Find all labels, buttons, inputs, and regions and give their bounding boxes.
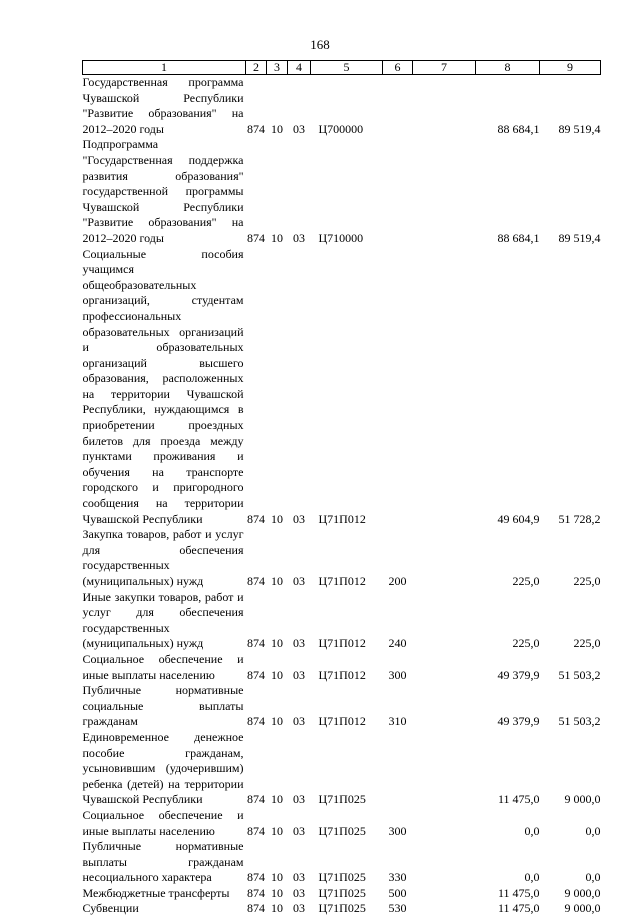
table-row (83, 75, 601, 138)
column-header: 1 (83, 61, 246, 75)
amount-2016-cell: 88 684,1 (497, 230, 540, 245)
amount-2016-cell: 0,0 (524, 870, 540, 885)
column-7-cell (413, 137, 476, 246)
amount-2016-cell: 225,0 (512, 636, 540, 651)
amount-2016-cell: 88 684,1 (497, 121, 540, 136)
table-row (83, 652, 601, 683)
table-row (83, 808, 601, 839)
row-name-cell: Государственная программа Чувашской Республики "Развитие образования" на 2012–2020 годы (82, 75, 244, 136)
column-7-cell (413, 590, 476, 652)
table-row (83, 901, 601, 917)
subsection-code-cell: 03 (293, 792, 305, 807)
column-header: 3 (267, 61, 288, 75)
column-7-cell (413, 901, 476, 917)
target-article-cell: Ц71П012 (318, 714, 366, 729)
amount-2016-cell: 49 379,9 (497, 667, 540, 682)
amount-2016-cell: 49 379,9 (497, 714, 540, 729)
target-article-cell: Ц71П025 (318, 792, 366, 807)
target-article-cell: Ц71П012 (318, 667, 366, 682)
section-code-cell: 10 (271, 636, 283, 651)
table-row (83, 247, 601, 528)
amount-2016-cell: 225,0 (512, 574, 540, 588)
target-article-cell: Ц71П025 (318, 901, 366, 916)
expense-type-cell: 300 (388, 823, 407, 838)
section-code-cell: 10 (271, 574, 283, 588)
ministry-code-cell: 874 (247, 823, 265, 838)
expense-type-cell (383, 137, 413, 246)
row-name-cell: Публичные нормативные выплаты гражданам несоциального характера (82, 839, 244, 885)
section-code-cell: 10 (271, 121, 283, 136)
subsection-code-cell: 03 (293, 121, 305, 136)
ministry-code-cell: 874 (247, 901, 265, 916)
subsection-code-cell: 03 (293, 667, 305, 682)
section-code-cell: 10 (271, 792, 283, 807)
row-name-cell: Межбюджетные трансферты (82, 885, 230, 900)
table-row (83, 886, 601, 902)
column-7-cell (413, 527, 476, 589)
subsection-code-cell: 03 (293, 230, 305, 245)
budget-table (82, 60, 601, 917)
expense-type-cell (383, 247, 413, 528)
ministry-code-cell: 874 (247, 121, 265, 136)
amount-2016-cell: 11 475,0 (497, 885, 540, 900)
column-7-cell (413, 839, 476, 886)
subsection-code-cell: 03 (293, 511, 305, 526)
column-header: 2 (246, 61, 267, 75)
target-article-cell: Ц71П012 (318, 511, 366, 526)
table-header-row (83, 61, 601, 75)
amount-2017-cell: 9 000,0 (564, 901, 601, 916)
expense-type-cell: 330 (388, 870, 407, 885)
target-article-cell: Ц700000 (318, 121, 364, 136)
section-code-cell: 10 (271, 823, 283, 838)
table-row (83, 527, 601, 589)
expense-type-cell: 240 (388, 636, 407, 651)
section-code-cell: 10 (271, 230, 283, 245)
section-code-cell: 10 (271, 667, 283, 682)
amount-2016-cell: 11 475,0 (497, 901, 540, 916)
section-code-cell: 10 (271, 901, 283, 916)
column-header: 5 (311, 61, 383, 75)
table-row (83, 683, 601, 730)
row-name-cell: Подпрограмма "Государственная поддержка развития образования" государственной программы Чувашской Республики "Развитие образования" на 2012–2020 годы (82, 137, 244, 245)
amount-2017-cell: 9 000,0 (564, 792, 601, 807)
expense-type-cell: 310 (388, 714, 407, 729)
expense-type-cell: 530 (388, 901, 407, 916)
row-name-cell: Социальные пособия учащимся общеобразовательных организаций, студентам профессиональных образовательных организаций и образовательных организаций высшего образования, расположенных на территории Чувашской Республики, нуждающимся в приобретении проездных билетов для проезда между пунктами проживания и обучения на транспорте городского и пригородного сообщения на территории Чувашской Республики (82, 246, 244, 526)
amount-2016-cell: 49 604,9 (497, 511, 540, 526)
column-7-cell (413, 808, 476, 839)
amount-2017-cell: 225,0 (573, 636, 601, 651)
expense-type-cell: 200 (388, 574, 407, 588)
ministry-code-cell: 874 (247, 885, 265, 900)
amount-2017-cell: 0,0 (585, 870, 601, 885)
row-name-cell: Социальное обеспечение и иные выплаты населению (82, 807, 244, 838)
section-code-cell: 10 (271, 511, 283, 526)
row-name-cell: Иные закупки товаров, работ и услуг для обеспечения государственных (муниципальных) нужд (82, 589, 244, 651)
expense-type-cell (383, 75, 413, 138)
amount-2017-cell: 51 503,2 (558, 667, 601, 682)
target-article-cell: Ц71П025 (318, 885, 366, 900)
column-7-cell (413, 75, 476, 138)
column-7-cell (413, 652, 476, 683)
target-article-cell: Ц71П012 (318, 574, 366, 588)
target-article-cell: Ц71П025 (318, 823, 366, 838)
target-article-cell: Ц71П025 (318, 870, 366, 885)
target-article-cell: Ц710000 (318, 230, 364, 245)
column-7-cell (413, 247, 476, 528)
expense-type-cell (383, 730, 413, 808)
row-name-cell: Единовременное денежное пособие гражданам, усыновившим (удочерившим) ребенка (детей) на территории Чувашской Республики (82, 729, 244, 807)
subsection-code-cell: 03 (293, 870, 305, 885)
section-code-cell: 10 (271, 714, 283, 729)
section-code-cell: 10 (271, 870, 283, 885)
table-row (83, 839, 601, 886)
amount-2017-cell: 51 728,2 (558, 511, 601, 526)
target-article-cell: Ц71П012 (318, 636, 366, 651)
column-7-cell (413, 683, 476, 730)
ministry-code-cell: 874 (247, 574, 265, 588)
expense-type-cell: 500 (388, 885, 407, 900)
amount-2017-cell: 225,0 (573, 574, 601, 588)
subsection-code-cell: 03 (293, 901, 305, 916)
amount-2016-cell: 11 475,0 (497, 792, 540, 807)
column-header: 7 (413, 61, 476, 75)
page-number: 168 (310, 37, 330, 52)
ministry-code-cell: 874 (247, 511, 265, 526)
amount-2017-cell: 0,0 (585, 823, 601, 838)
subsection-code-cell: 03 (293, 574, 305, 588)
subsection-code-cell: 03 (293, 636, 305, 651)
ministry-code-cell: 874 (247, 636, 265, 651)
amount-2017-cell: 89 519,4 (558, 121, 601, 136)
subsection-code-cell: 03 (293, 823, 305, 838)
subsection-code-cell: 03 (293, 714, 305, 729)
row-name-cell: Социальное обеспечение и иные выплаты населению (82, 651, 244, 682)
table-row (83, 590, 601, 652)
amount-2017-cell: 89 519,4 (558, 230, 601, 245)
row-name-cell: Субвенции (82, 901, 139, 916)
column-7-cell (413, 886, 476, 902)
amount-2017-cell: 51 503,2 (558, 714, 601, 729)
row-name-cell: Публичные нормативные социальные выплаты гражданам (82, 683, 244, 729)
column-7-cell (413, 730, 476, 808)
column-header: 9 (540, 61, 601, 75)
ministry-code-cell: 874 (247, 230, 265, 245)
section-code-cell: 10 (271, 885, 283, 900)
expense-type-cell: 300 (388, 667, 407, 682)
row-name-cell: Закупка товаров, работ и услуг для обеспечения государственных (муниципальных) нужд (82, 527, 244, 588)
table-row (83, 730, 601, 808)
ministry-code-cell: 874 (247, 792, 265, 807)
column-header: 4 (288, 61, 311, 75)
ministry-code-cell: 874 (247, 667, 265, 682)
table-row (83, 137, 601, 246)
amount-2017-cell: 9 000,0 (564, 885, 601, 900)
subsection-code-cell: 03 (293, 885, 305, 900)
ministry-code-cell: 874 (247, 714, 265, 729)
column-header: 8 (476, 61, 540, 75)
column-header: 6 (383, 61, 413, 75)
amount-2016-cell: 0,0 (524, 823, 540, 838)
ministry-code-cell: 874 (247, 870, 265, 885)
